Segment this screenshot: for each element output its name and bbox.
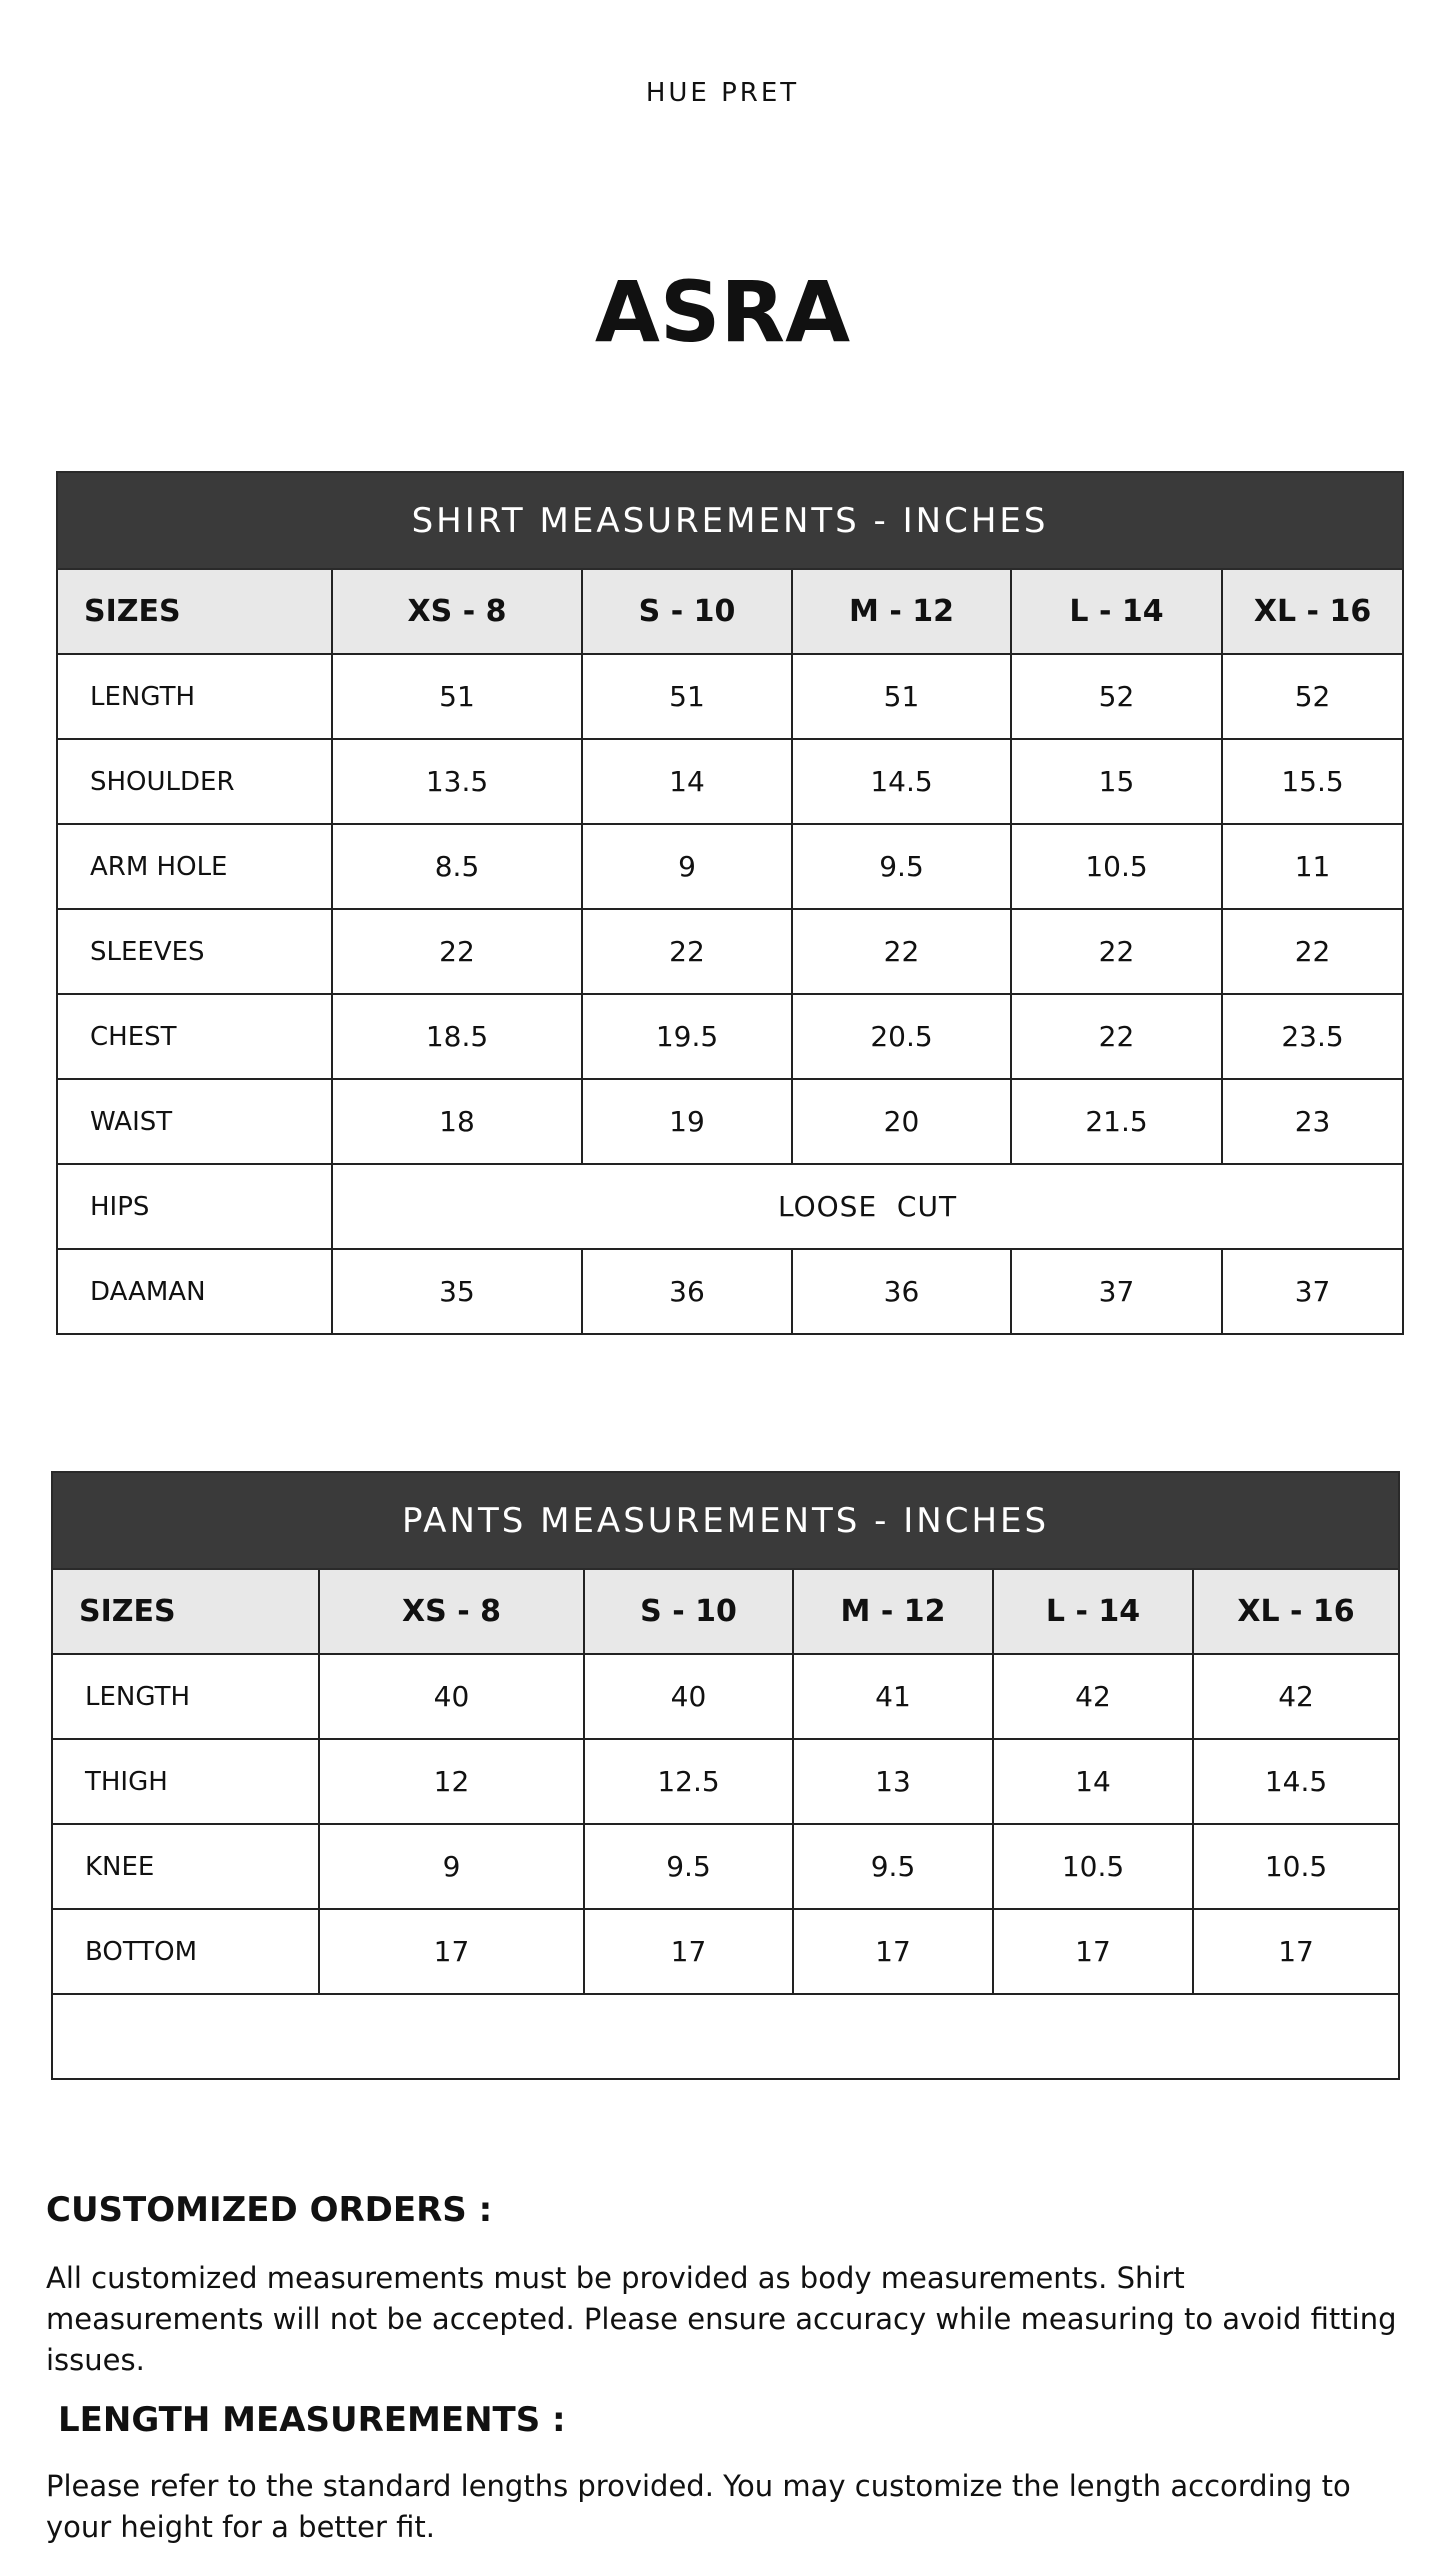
cell: 15.5 [1222, 739, 1403, 824]
row-label: BOTTOM [52, 1909, 319, 1994]
row-label: LENGTH [57, 654, 332, 739]
size-header: M - 12 [793, 1569, 993, 1654]
cell: 19.5 [582, 994, 792, 1079]
cell: 35 [332, 1249, 582, 1334]
table-row [57, 1164, 1403, 1249]
cell: 12.5 [584, 1739, 793, 1824]
brand-name: HUE PRET [645, 78, 800, 108]
pants-header-row [52, 1569, 1399, 1654]
size-header: S - 10 [584, 1569, 793, 1654]
cell: 20.5 [792, 994, 1011, 1079]
cell: 17 [1193, 1909, 1399, 1994]
row-label: SLEEVES [57, 909, 332, 994]
cell: 23.5 [1222, 994, 1403, 1079]
table-row [52, 1824, 1399, 1909]
cell: 10.5 [993, 1824, 1193, 1909]
size-header: SIZES [57, 569, 332, 654]
cell: 18.5 [332, 994, 582, 1079]
cell: 40 [584, 1654, 793, 1739]
cell: 22 [582, 909, 792, 994]
row-label: WAIST [57, 1079, 332, 1164]
cell: 9.5 [792, 824, 1011, 909]
size-header: XL - 16 [1222, 569, 1403, 654]
cell: 10.5 [1011, 824, 1222, 909]
pants-table-banner: PANTS MEASUREMENTS - INCHES [52, 1472, 1399, 1569]
cell: 42 [993, 1654, 1193, 1739]
cell: 9 [319, 1824, 584, 1909]
cell: 36 [582, 1249, 792, 1334]
row-label: DAAMAN [57, 1249, 332, 1334]
cell: 9.5 [793, 1824, 993, 1909]
cell: 17 [793, 1909, 993, 1994]
cell: 22 [1011, 909, 1222, 994]
customized-orders-text: All customized measurements must be provided as body measurements. Shirt measurements will not be accepted. Please ensure accuracy while measuring to avoid fitting issues. [46, 2261, 1397, 2377]
row-label: THIGH [52, 1739, 319, 1824]
length-measurements-text: Please refer to the standard lengths provided. You may customize the length according to your height for a better fit. [46, 2469, 1351, 2544]
table-row [57, 909, 1403, 994]
pants-table [51, 1471, 1400, 2080]
cell: 22 [792, 909, 1011, 994]
table-row [57, 1249, 1403, 1334]
cell: 22 [1011, 994, 1222, 1079]
table-row [57, 994, 1403, 1079]
cell: 11 [1222, 824, 1403, 909]
customized-orders-section [46, 2190, 1406, 2381]
cell: 14 [582, 739, 792, 824]
cell: 41 [793, 1654, 993, 1739]
cell: 23 [1222, 1079, 1403, 1164]
cell: 22 [1222, 909, 1403, 994]
shirt-table-banner: SHIRT MEASUREMENTS - INCHES [57, 472, 1403, 569]
size-header: L - 14 [1011, 569, 1222, 654]
cell: 51 [792, 654, 1011, 739]
size-header: S - 10 [582, 569, 792, 654]
cell: 52 [1011, 654, 1222, 739]
table-row [57, 824, 1403, 909]
merged-cell: LOOSE CUT [332, 1164, 1403, 1249]
cell: 13 [793, 1739, 993, 1824]
cell: 36 [792, 1249, 1011, 1334]
row-label: HIPS [57, 1164, 332, 1249]
table-row [52, 1909, 1399, 1994]
cell: 12 [319, 1739, 584, 1824]
cell: 19 [582, 1079, 792, 1164]
cell: 14.5 [1193, 1739, 1399, 1824]
cell: 42 [1193, 1654, 1399, 1739]
size-header: XS - 8 [319, 1569, 584, 1654]
pants-measurements-table [51, 1471, 1398, 2080]
size-header: L - 14 [993, 1569, 1193, 1654]
cell: 52 [1222, 654, 1403, 739]
shirt-table [56, 471, 1404, 1335]
length-measurements-section [46, 2400, 1406, 2548]
shirt-header-row [57, 569, 1403, 654]
empty-row [52, 1994, 1399, 2079]
table-row [52, 1654, 1399, 1739]
cell: 51 [332, 654, 582, 739]
cell: 21.5 [1011, 1079, 1222, 1164]
customized-orders-heading: CUSTOMIZED ORDERS : [46, 2190, 493, 2230]
cell: 10.5 [1193, 1824, 1399, 1909]
cell: 17 [993, 1909, 1193, 1994]
cell: 8.5 [332, 824, 582, 909]
cell: 17 [584, 1909, 793, 1994]
cell: 51 [582, 654, 792, 739]
page-title: ASRA [594, 263, 851, 361]
table-row [52, 1739, 1399, 1824]
cell: 9.5 [584, 1824, 793, 1909]
size-header: XS - 8 [332, 569, 582, 654]
row-label: CHEST [57, 994, 332, 1079]
cell: 9 [582, 824, 792, 909]
table-row [57, 654, 1403, 739]
shirt-measurements-table [56, 471, 1402, 1335]
length-measurements-heading: LENGTH MEASUREMENTS : [58, 2400, 566, 2440]
cell: 13.5 [332, 739, 582, 824]
cell: 17 [319, 1909, 584, 1994]
cell: 37 [1222, 1249, 1403, 1334]
size-header: M - 12 [792, 569, 1011, 654]
row-label: SHOULDER [57, 739, 332, 824]
cell: 14.5 [792, 739, 1011, 824]
table-row [57, 739, 1403, 824]
empty-cell [52, 1994, 1399, 2079]
size-header: XL - 16 [1193, 1569, 1399, 1654]
cell: 14 [993, 1739, 1193, 1824]
row-label: LENGTH [52, 1654, 319, 1739]
cell: 15 [1011, 739, 1222, 824]
cell: 22 [332, 909, 582, 994]
cell: 20 [792, 1079, 1011, 1164]
cell: 18 [332, 1079, 582, 1164]
cell: 37 [1011, 1249, 1222, 1334]
cell: 40 [319, 1654, 584, 1739]
size-header: SIZES [52, 1569, 319, 1654]
table-row [57, 1079, 1403, 1164]
row-label: KNEE [52, 1824, 319, 1909]
row-label: ARM HOLE [57, 824, 332, 909]
